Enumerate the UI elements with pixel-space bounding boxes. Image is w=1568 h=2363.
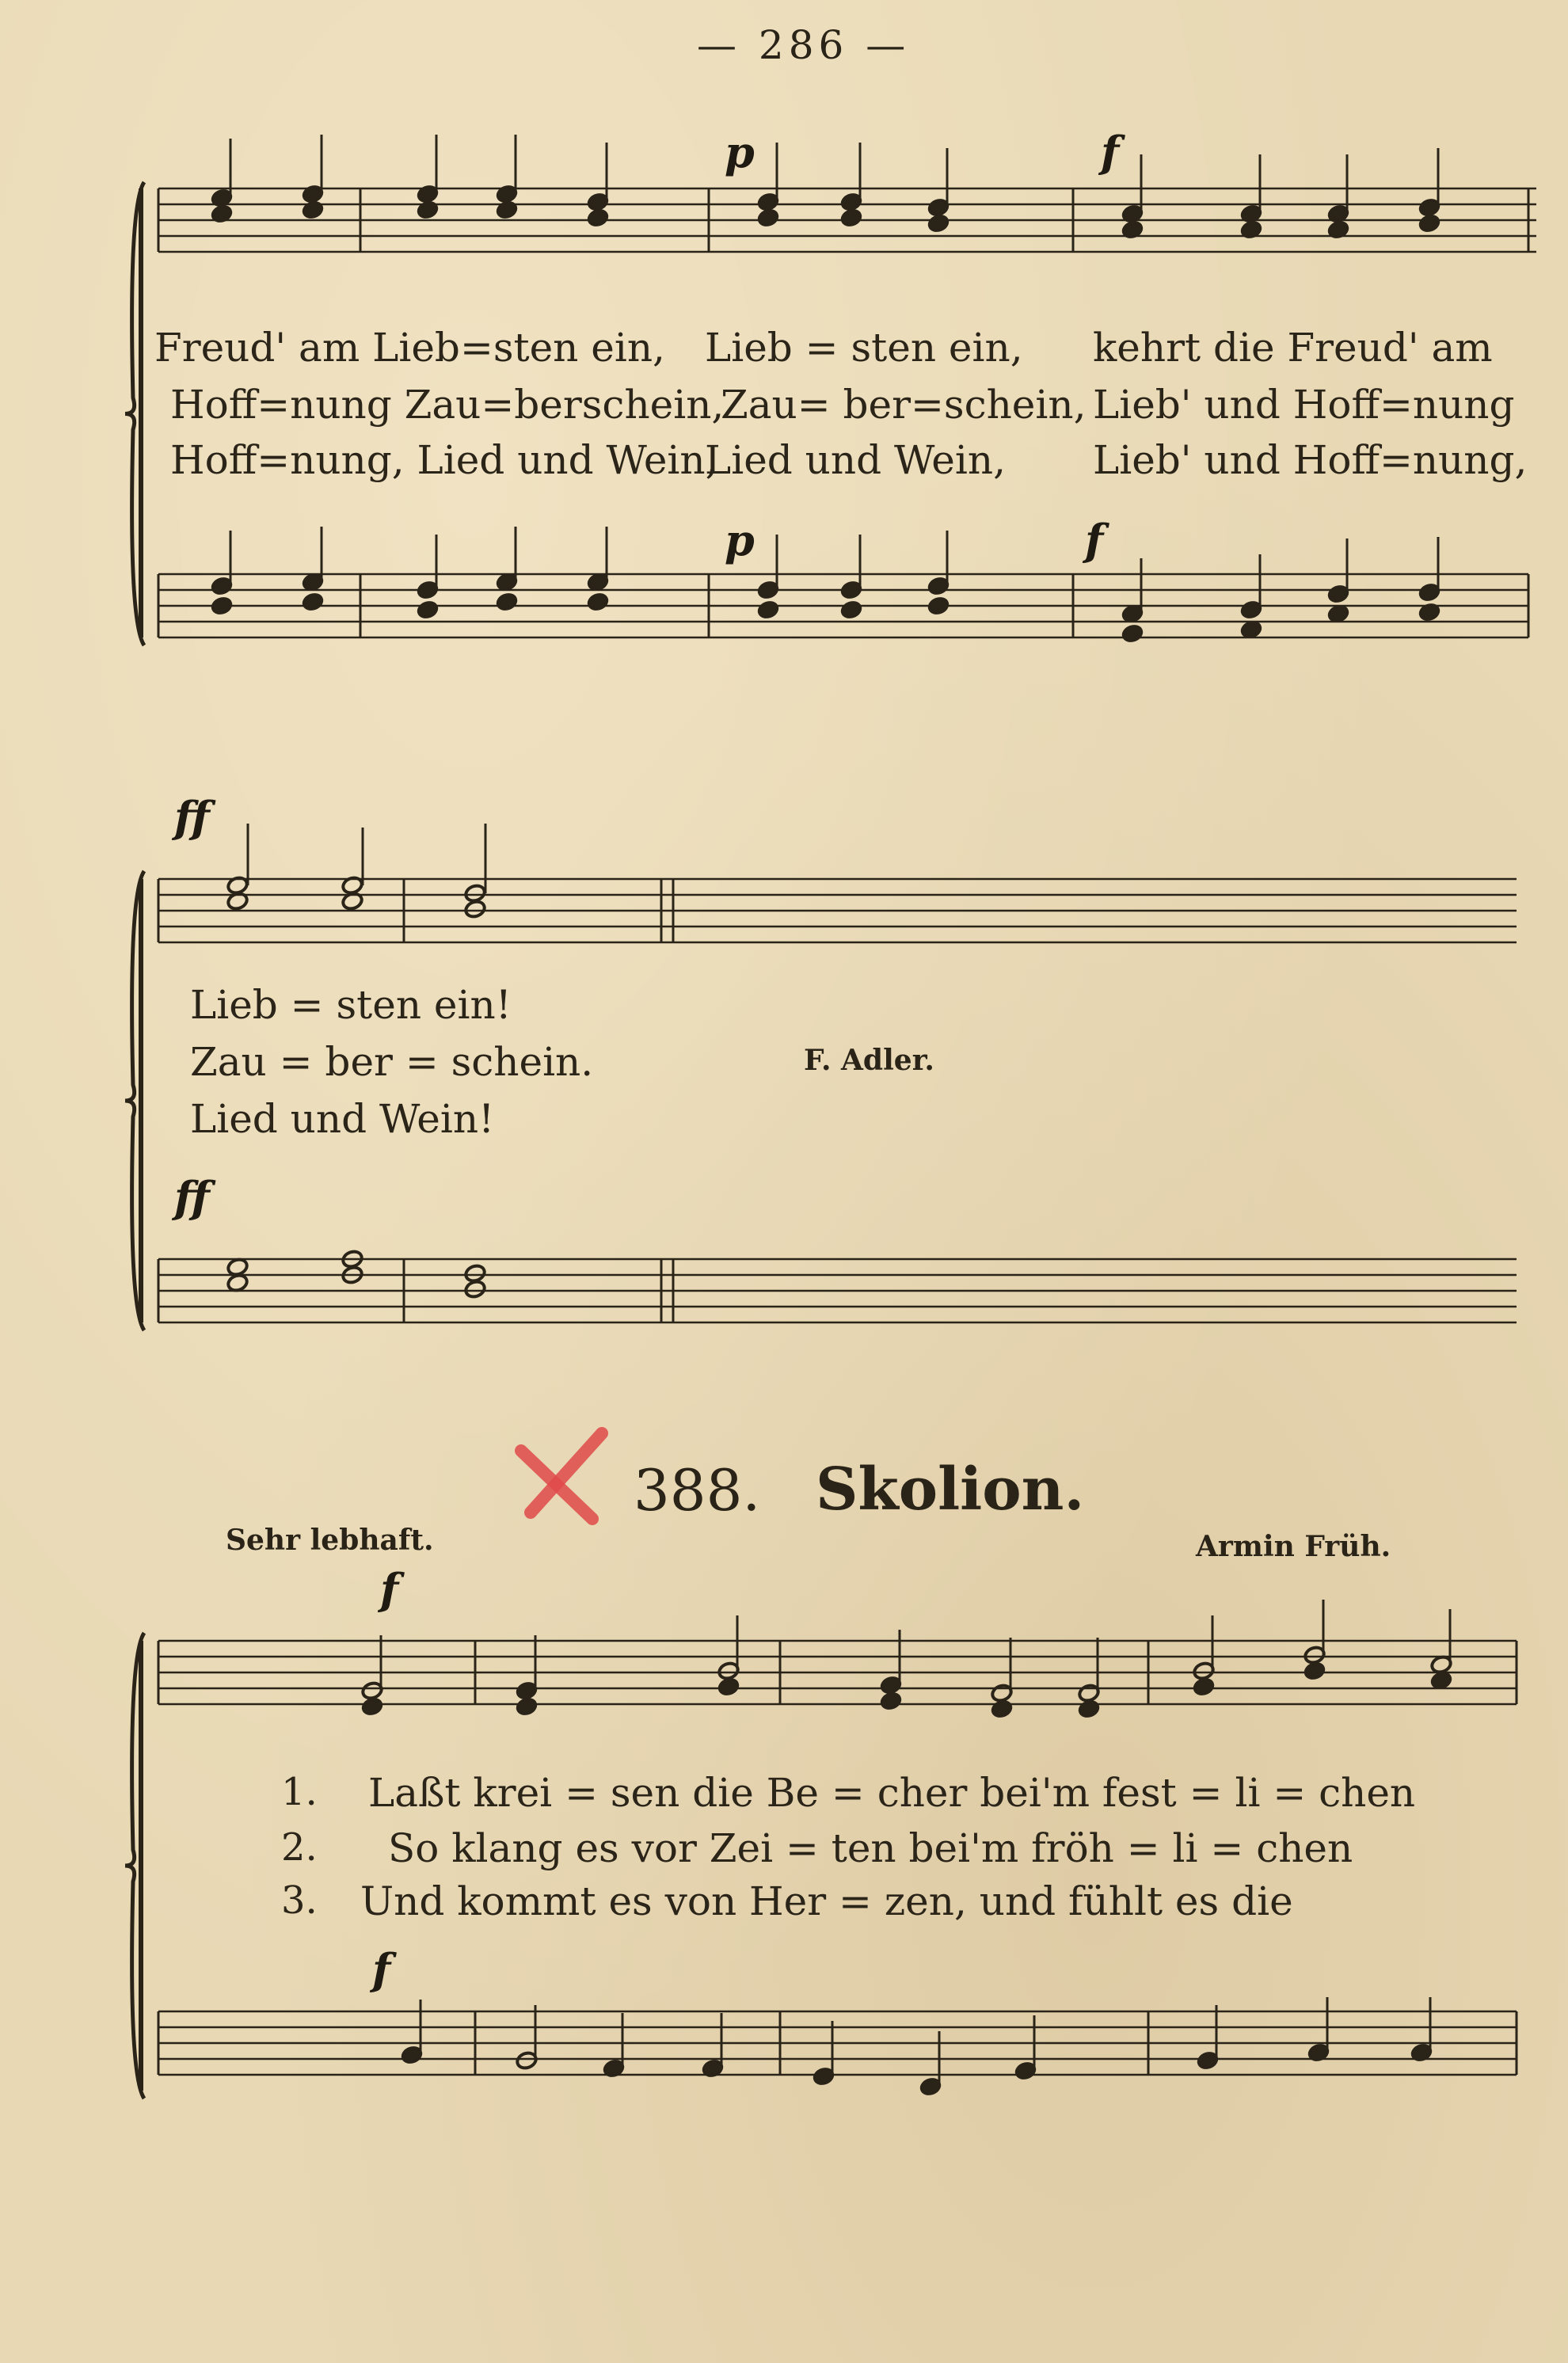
- note-head: [496, 592, 519, 611]
- dynamic-mark: ff: [174, 1172, 210, 1223]
- tempo-marking: Sehr lebhaft.: [226, 1524, 434, 1557]
- note-head: [840, 207, 863, 227]
- verse-number: 1.: [281, 1770, 318, 1814]
- lyric-line: kehrt die Freud' am: [1093, 325, 1493, 371]
- dynamic-mark: f: [1085, 515, 1104, 565]
- verse-text: Laßt krei = sen die Be = cher bei'm fest = li = chen: [368, 1770, 1416, 1816]
- verse-text: So klang es vor Zei = ten bei'm fröh = li = chen: [388, 1825, 1353, 1871]
- dynamic-mark: f: [380, 1564, 399, 1615]
- page-number: — 286 —: [697, 22, 911, 68]
- song-number: 388.: [634, 1457, 761, 1524]
- note-head: [211, 596, 234, 615]
- lyric-line: Lied und Wein,: [705, 437, 1006, 483]
- lyric-line: Lieb = sten ein,: [705, 325, 1023, 371]
- note-head: [417, 599, 440, 619]
- note-head: [927, 596, 950, 615]
- lyric-line: Freud' am Lieb=sten ein,: [154, 325, 665, 371]
- dynamic-mark: p: [725, 515, 755, 565]
- note-head: [361, 1696, 384, 1716]
- note-head: [464, 899, 487, 919]
- verse-text: Und kommt es von Her = zen, und fühlt es die: [360, 1878, 1293, 1924]
- verse-number: 3.: [281, 1878, 318, 1923]
- composer-credit: Armin Früh.: [1196, 1530, 1391, 1563]
- note-head: [757, 599, 780, 619]
- lyric-line: Hoff=nung Zau=berschein,: [170, 382, 725, 428]
- note-head: [880, 1691, 903, 1710]
- note-head: [1193, 1676, 1216, 1696]
- composer-credit: F. Adler.: [804, 1044, 934, 1077]
- lyric-line: Lieb' und Hoff=nung,: [1093, 437, 1528, 483]
- note-head: [1078, 1699, 1101, 1718]
- dynamic-mark: f: [1101, 127, 1120, 177]
- lyric-line: Lied und Wein!: [190, 1096, 495, 1142]
- note-head: [840, 599, 863, 619]
- song-title: Skolion.: [816, 1455, 1085, 1524]
- lyric-line: Zau = ber = schein.: [190, 1039, 594, 1085]
- note-head: [302, 200, 325, 219]
- note-head: [757, 207, 780, 227]
- note-head: [717, 1676, 740, 1696]
- lyric-line: Lieb = sten ein!: [190, 982, 512, 1028]
- dynamic-mark: f: [372, 1944, 391, 1995]
- lyric-line: Zau= ber=schein,: [721, 382, 1087, 428]
- note-head: [587, 207, 610, 227]
- red-x-mark: [507, 1425, 610, 1528]
- lyric-line: Hoff=nung, Lied und Wein,: [170, 437, 718, 483]
- dynamic-mark: ff: [174, 792, 210, 843]
- dynamic-mark: p: [725, 127, 755, 177]
- note-head: [1121, 623, 1144, 643]
- note-head: [302, 592, 325, 611]
- note-head: [927, 213, 950, 233]
- note-head: [417, 200, 440, 219]
- note-head: [464, 1279, 487, 1299]
- note-head: [991, 1699, 1014, 1718]
- note-head: [1418, 213, 1441, 233]
- verse-number: 2.: [281, 1825, 318, 1870]
- lyric-line: Lieb' und Hoff=nung: [1093, 382, 1515, 428]
- note-head: [1303, 1661, 1326, 1680]
- note-head: [516, 1696, 539, 1716]
- note-head: [587, 592, 610, 611]
- note-head: [496, 200, 519, 219]
